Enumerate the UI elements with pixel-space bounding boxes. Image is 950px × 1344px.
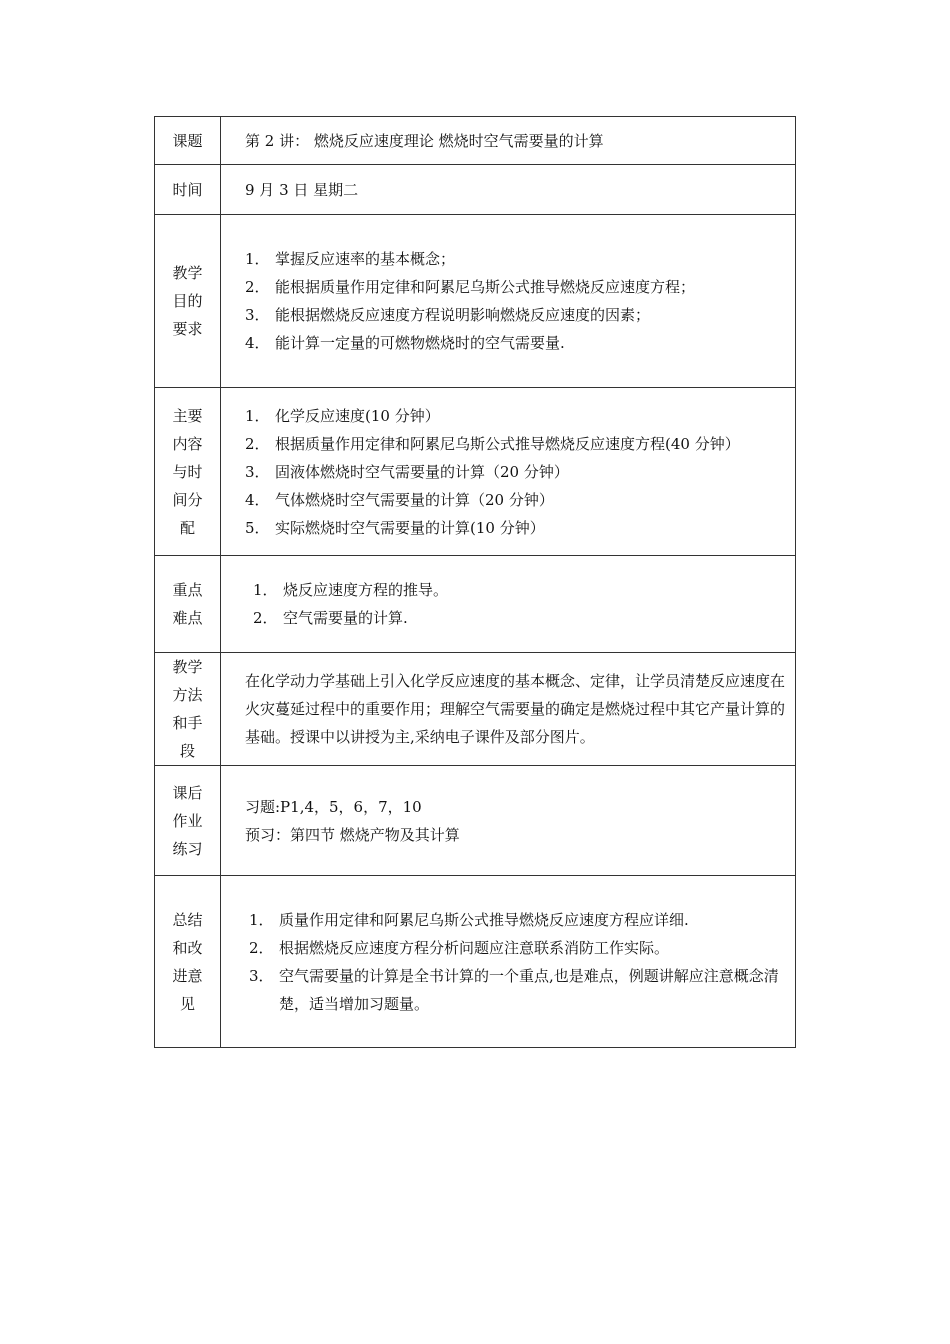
row-content bbox=[155, 388, 796, 556]
row-methods bbox=[155, 653, 796, 766]
row-topic bbox=[155, 117, 796, 165]
list-item: 1． 质量作用定律和阿累尼乌斯公式推导燃烧反应速度方程应详细. bbox=[249, 910, 689, 929]
topic-label: 课题 bbox=[155, 117, 221, 165]
content-label: 主要 内容 与时 间分 配 bbox=[155, 388, 221, 556]
list-item: 3． 固液体燃烧时空气需要量的计算（20 分钟） bbox=[245, 462, 569, 481]
list-item: 5． 实际燃烧时空气需要量的计算(10 分钟） bbox=[245, 518, 545, 537]
key-points-content bbox=[221, 556, 796, 653]
methods-label: 教学 方法 和手 段 bbox=[155, 653, 221, 766]
list-item: 3． 空气需要量的计算是全书计算的一个重点,也是难点，例题讲解应注意概念清楚，适当增加习题量。 bbox=[249, 966, 779, 1013]
list-item: 3． 能根据燃烧反应速度方程说明影响燃烧反应速度的因素； bbox=[245, 306, 651, 324]
list-item: 2． 根据质量作用定律和阿累尼乌斯公式推导燃烧反应速度方程(40 分钟） bbox=[245, 434, 740, 453]
key-points-list bbox=[253, 576, 785, 632]
row-key-points bbox=[155, 556, 796, 653]
summary-label: 总结 和改 进意 见 bbox=[155, 876, 221, 1048]
row-homework bbox=[155, 766, 796, 876]
list-item: 4． 能计算一定量的可燃物燃烧时的空气需要量. bbox=[245, 334, 565, 352]
list-item: 1． 化学反应速度(10 分钟） bbox=[245, 406, 440, 425]
list-item: 2． 空气需要量的计算. bbox=[253, 609, 408, 627]
homework-content bbox=[221, 766, 796, 876]
row-summary bbox=[155, 876, 796, 1048]
list-item: 2． 能根据质量作用定律和阿累尼乌斯公式推导燃烧反应速度方程； bbox=[245, 278, 696, 296]
list-item: 2． 根据燃烧反应速度方程分析问题应注意联系消防工作实际。 bbox=[249, 938, 670, 957]
key-points-label: 重点 难点 bbox=[155, 556, 221, 653]
content-list bbox=[245, 402, 785, 542]
content-content bbox=[221, 388, 796, 556]
methods-content bbox=[221, 653, 796, 766]
lesson-plan-table bbox=[154, 116, 796, 1048]
summary-content bbox=[221, 876, 796, 1048]
list-item: 1． 烧反应速度方程的推导。 bbox=[253, 581, 449, 599]
methods-paragraph: 在化学动力学基础上引入化学反应速度的基本概念、定律，让学员清楚反应速度在火灾蔓延过程中的重要作用；理解空气需要量的确定是燃烧过程中其它产量计算的基础。授课中以讲授为主,采纳电子课件及部分图片。 bbox=[245, 672, 786, 746]
homework-label: 课后 作业 练习 bbox=[155, 766, 221, 876]
time-value: 9 月 3 日 星期二 bbox=[221, 165, 796, 215]
time-label: 时间 bbox=[155, 165, 221, 215]
list-item: 4． 气体燃烧时空气需要量的计算（20 分钟） bbox=[245, 490, 554, 509]
summary-list bbox=[249, 906, 785, 1018]
list-item: 1． 掌握反应速率的基本概念； bbox=[245, 250, 456, 268]
topic-value: 第 2 讲： 燃烧反应速度理论 燃烧时空气需要量的计算 bbox=[221, 117, 796, 165]
objectives-content bbox=[221, 215, 796, 388]
homework-exercises: 习题:P1,4，5，6，7，10 bbox=[245, 797, 422, 816]
homework-preview: 预习：第四节 燃烧产物及其计算 bbox=[245, 825, 460, 844]
row-time bbox=[155, 165, 796, 215]
objectives-list bbox=[245, 245, 785, 357]
objectives-label: 教学 目的 要求 bbox=[155, 215, 221, 388]
row-objectives bbox=[155, 215, 796, 388]
